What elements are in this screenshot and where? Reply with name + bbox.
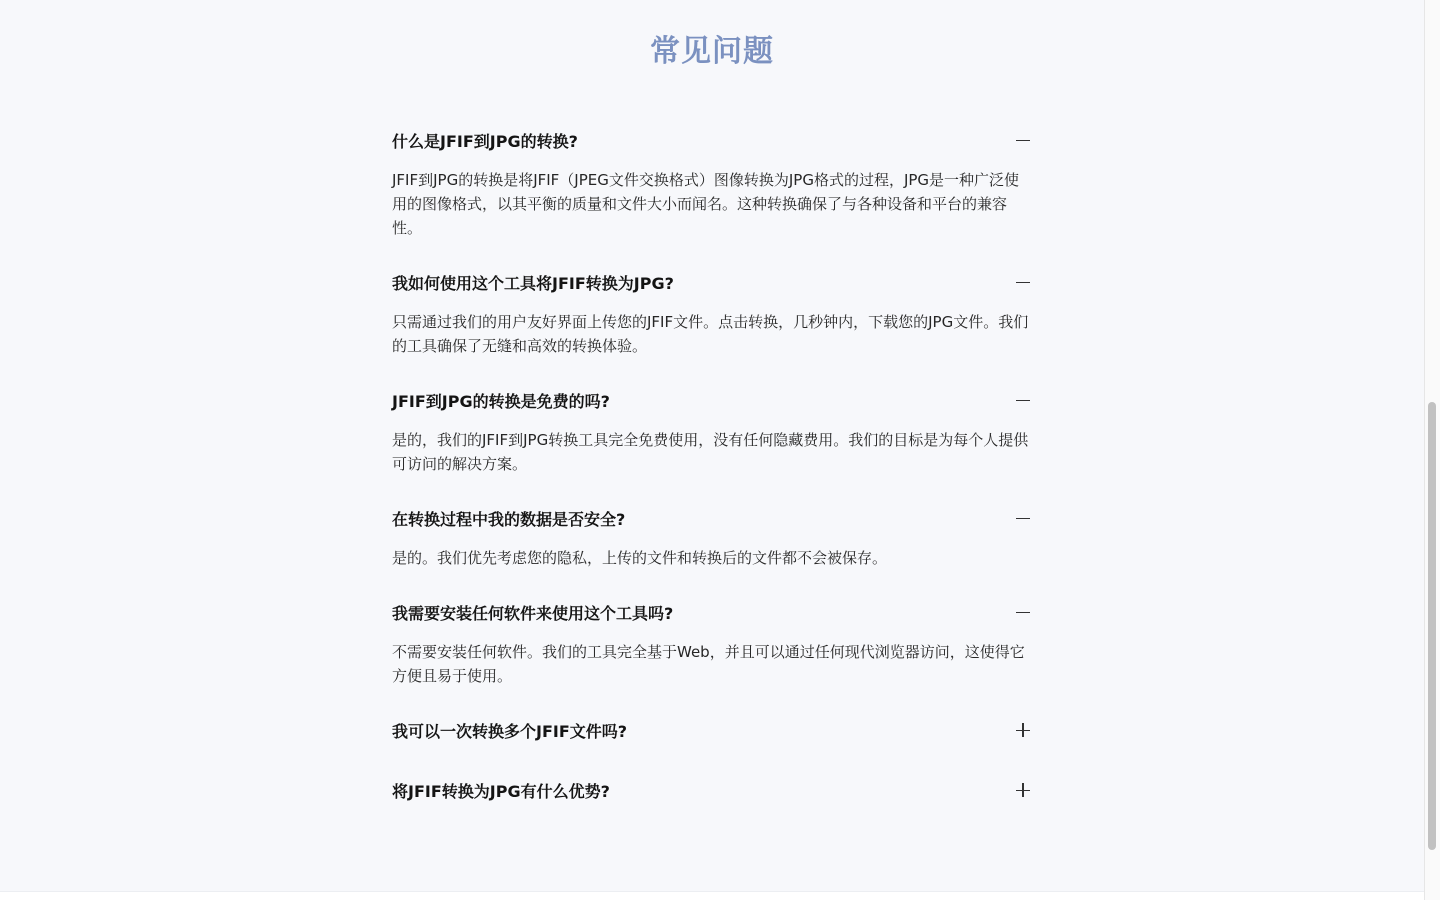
faq-question: 我需要安装任何软件来使用这个工具吗? [392,603,674,623]
faq-item [392,768,1032,812]
plus-icon[interactable] [1016,723,1030,737]
faq-item [392,378,1032,496]
faq-answer: 是的，我们的JFIF到JPG转换工具完全免费使用，没有任何隐藏费用。我们的目标是为每个人提供可访问的解决方案。 [392,431,1029,473]
faq-question-row[interactable] [392,768,1032,812]
faq-question-row[interactable] [392,708,1032,752]
footer-edge [0,891,1424,900]
faq-answer: 不需要安装任何软件。我们的工具完全基于Web，并且可以通过任何现代浏览器访问，这使得它方便且易于使用。 [392,643,1025,685]
faq-item [392,590,1032,708]
minus-icon[interactable] [1016,605,1030,619]
faq-question-row[interactable] [392,590,1032,634]
faq-question-row[interactable] [392,378,1032,422]
faq-item [392,118,1032,260]
scrollbar-thumb[interactable] [1428,402,1436,850]
faq-question-row[interactable] [392,260,1032,304]
faq-item [392,260,1032,378]
faq-question: 在转换过程中我的数据是否安全? [392,509,626,529]
minus-icon[interactable] [1016,511,1030,525]
faq-question: JFIF到JPG的转换是免费的吗? [392,391,610,411]
faq-question: 什么是JFIF到JPG的转换? [392,131,578,151]
faq-question: 我可以一次转换多个JFIF文件吗? [392,721,628,741]
faq-question-row[interactable] [392,118,1032,162]
faq-item [392,496,1032,590]
faq-title: 常见问题 [650,34,774,69]
faq-question-row[interactable] [392,496,1032,540]
faq-answer: 是的。我们优先考虑您的隐私，上传的文件和转换后的文件都不会被保存。 [392,549,888,567]
minus-icon[interactable] [1016,393,1030,407]
minus-icon[interactable] [1016,275,1030,289]
faq-question: 我如何使用这个工具将JFIF转换为JPG? [392,273,674,293]
faq-answer: 只需通过我们的用户友好界面上传您的JFIF文件。点击转换，几秒钟内，下载您的JPG文件。我们的工具确保了无缝和高效的转换体验。 [392,313,1029,355]
plus-icon[interactable] [1016,783,1030,797]
faq-question: 将JFIF转换为JPG有什么优势? [392,781,610,801]
faq-list [392,118,1032,812]
faq-item [392,708,1032,768]
minus-icon[interactable] [1016,133,1030,147]
faq-answer: JFIF到JPG的转换是将JFIF（JPEG文件交换格式）图像转换为JPG格式的过程，JPG是一种广泛使用的图像格式，以其平衡的质量和文件大小而闻名。这种转换确保了与各种设备和平台的兼容性。 [392,171,1020,237]
